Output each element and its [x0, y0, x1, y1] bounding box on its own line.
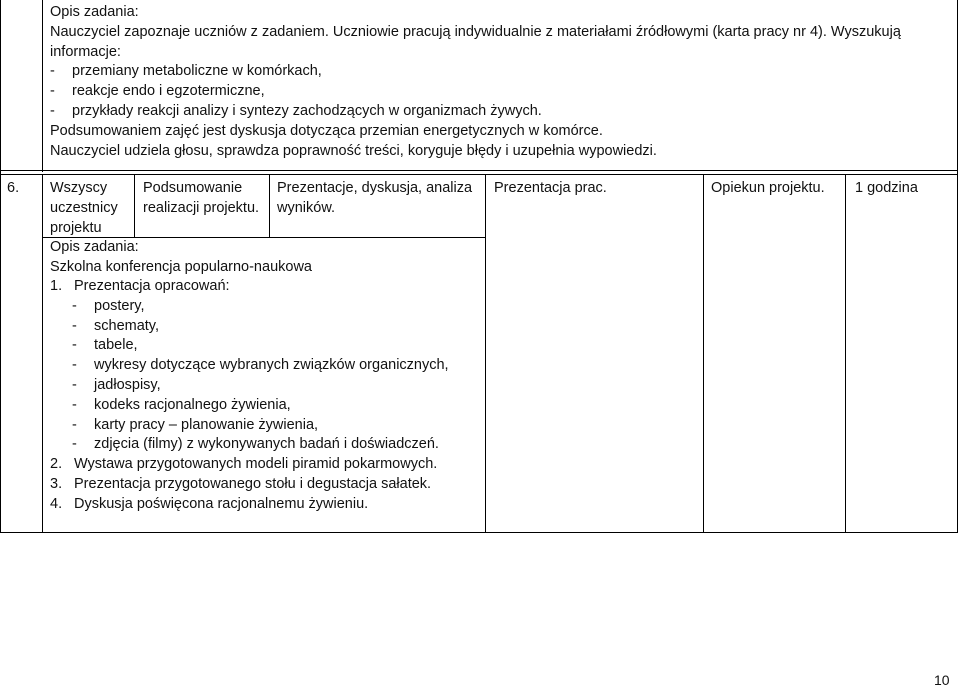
sub-list-item: - jadłospisy, [72, 376, 161, 393]
sub-list-item: - zdjęcia (filmy) z wykonywanych badań i doświadczeń. [72, 436, 439, 453]
participants-line: uczestnicy [50, 200, 118, 216]
table-left-border [0, 0, 1, 533]
responsible-cell: Opiekun projektu. [711, 180, 825, 196]
row-separator-2 [0, 174, 958, 175]
intro-line-1: Nauczyciel zapoznaje uczniów z zadaniem. Uczniowie pracują indywidualnie z materiałami źródłowymi (karta pracy nr 4). Wyszukują [50, 24, 901, 40]
col-divider-4 [485, 174, 486, 533]
description-heading: Opis zadania: [50, 4, 139, 20]
closing-line: Nauczyciel udziela głosu, sprawdza poprawność treści, koryguje błędy i uzupełnia wypowiedzi. [50, 143, 657, 160]
list-item: 1. Prezentacja opracowań: [50, 278, 230, 294]
summary-line: Podsumowaniem zajęć jest dyskusja dotycząca przemian energetycznych w komórce. [50, 123, 603, 140]
row-separator-1 [0, 170, 958, 171]
row-number: 6. [7, 180, 20, 196]
sub-list-item: - postery, [72, 297, 145, 314]
list-item: 4. Dyskusja poświęcona racjonalnemu żywieniu. [50, 495, 369, 512]
sub-list-item: - schematy, [72, 317, 160, 334]
list-item: 3. Prezentacja przygotowanego stołu i degustacja sałatek. [50, 475, 432, 492]
tools-cell: Prezentacja prac. [494, 180, 607, 196]
methods-line: Prezentacje, dyskusja, analiza [277, 180, 473, 196]
sub-list-item: - wykresy dotyczące wybranych związków organicznych, [72, 357, 449, 374]
sub-list-item: - tabele, [72, 337, 138, 354]
col-divider-6 [845, 174, 846, 533]
row6-description [50, 237, 449, 515]
sub-list-item: - karty pracy – planowanie żywienia, [72, 416, 319, 433]
table-bottom-border [0, 532, 958, 533]
sub-list-item: - kodeks racjonalnego żywienia, [72, 396, 291, 413]
topic-cell [143, 178, 259, 218]
table-right-border [957, 0, 958, 533]
list-item: - reakcje endo i egzotermiczne, [50, 82, 265, 99]
intro-line-2: informacje: [50, 44, 121, 60]
participants-line: Wszyscy [50, 180, 108, 196]
description-heading: Opis zadania: [50, 239, 139, 255]
methods-cell [277, 178, 472, 218]
col-divider-3 [269, 174, 270, 238]
list-item: - przemiany metaboliczne w komórkach, [50, 63, 322, 79]
participants-cell [50, 178, 118, 238]
col-divider-5 [703, 174, 704, 533]
topic-line: realizacji projektu. [143, 200, 260, 216]
list-item: - przykłady reakcji analizy i syntezy zachodzących w organizmach żywych. [50, 102, 542, 119]
top-cell-content [50, 2, 901, 161]
methods-line: wyników. [277, 200, 336, 216]
col-divider-2 [134, 174, 135, 238]
list-item: 2. Wystawa przygotowanych modeli piramid pokarmowych. [50, 456, 438, 473]
col-divider-1 [42, 174, 43, 533]
page-number: 10 [934, 672, 950, 688]
time-cell: 1 godzina [855, 180, 918, 196]
participants-line: projektu [50, 220, 102, 236]
conference-title: Szkolna konferencja popularno-naukowa [50, 259, 312, 275]
topic-line: Podsumowanie [143, 180, 243, 196]
numbered-list [50, 277, 449, 515]
top-cell-left-border [42, 0, 43, 172]
topic-bullet-list [50, 62, 901, 121]
